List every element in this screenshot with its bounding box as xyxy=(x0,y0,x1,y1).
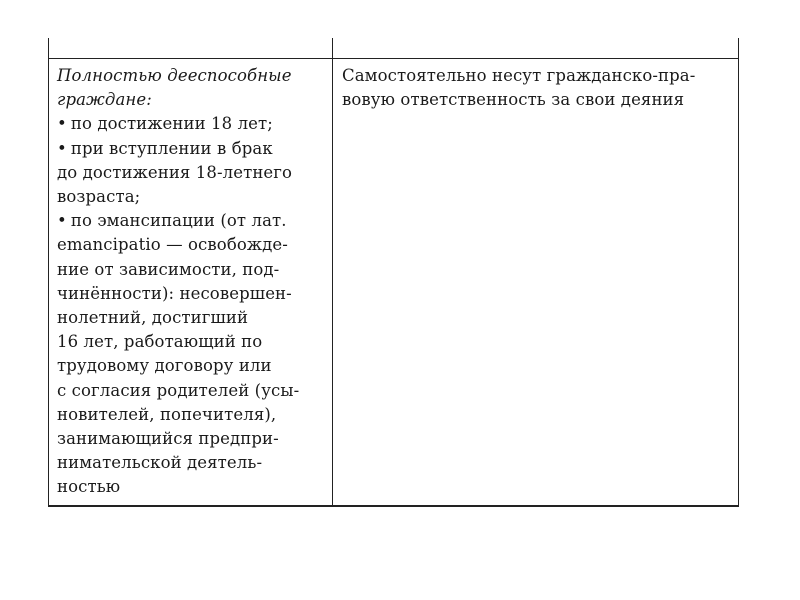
list-item xyxy=(57,137,326,161)
list-item-text: трудовому договору или xyxy=(57,356,272,376)
list-item-text: ностью xyxy=(57,477,121,497)
list-item xyxy=(57,209,326,233)
list-item-text: ние от зависимости, под- xyxy=(57,259,280,279)
list-item-text: возраста; xyxy=(57,187,141,207)
list-item-continuation xyxy=(57,475,326,499)
list-item-continuation xyxy=(57,161,326,185)
comparison-table xyxy=(48,38,739,507)
list-item-text: по достижении 18 лет; xyxy=(70,114,273,134)
list-item-continuation xyxy=(57,306,326,330)
list-item-text: при вступлении в брак xyxy=(70,138,273,158)
list-item-continuation xyxy=(57,258,326,282)
bullet-icon: • xyxy=(57,138,67,158)
list-item-text: до достижения 18-летнего xyxy=(57,162,293,182)
list-item-continuation xyxy=(57,330,326,354)
list-item-text: с согласия родителей (усы- xyxy=(57,380,300,400)
list-item-continuation xyxy=(57,282,326,306)
list-item-text: нолетний, достигший xyxy=(57,308,249,328)
list-item-text: чинённости): несовершен- xyxy=(57,283,292,303)
table-row-top-fragment xyxy=(49,38,739,59)
left-cell xyxy=(49,59,333,507)
cell-heading xyxy=(57,64,326,112)
list-item-continuation xyxy=(57,451,326,475)
list-item-text: 16 лет, работающий по xyxy=(57,332,263,352)
list-item-continuation xyxy=(57,233,326,257)
heading-line: Полностью дееспособные xyxy=(57,66,292,85)
list-item-text: по эмансипации (от лат. xyxy=(70,211,287,231)
table-cell-fragment-right xyxy=(333,38,739,59)
right-cell xyxy=(333,59,739,507)
list-item-text: emancipatio — освобожде- xyxy=(57,235,288,255)
list-item-text: нимательской деятель- xyxy=(57,453,263,473)
right-cell-text xyxy=(333,59,738,112)
left-cell-text xyxy=(49,59,332,500)
list-item-continuation xyxy=(57,185,326,209)
right-cell-line: Самостоятельно несут гражданско-пра- xyxy=(342,66,696,85)
list-item-continuation xyxy=(57,354,326,378)
table-cell-fragment-left xyxy=(49,38,333,59)
bullet-icon: • xyxy=(57,211,67,231)
list-item-continuation xyxy=(57,403,326,427)
bullet-icon: • xyxy=(57,114,67,134)
list-item-text: занимающийся предпри- xyxy=(57,429,279,449)
list-item-text: новителей, попечителя), xyxy=(57,404,277,424)
list-item-continuation xyxy=(57,379,326,403)
list-item xyxy=(57,112,326,136)
table-row xyxy=(49,59,739,507)
heading-line: граждане: xyxy=(57,90,152,110)
bullet-list xyxy=(57,112,326,499)
right-cell-line: вовую ответственность за свои деяния xyxy=(342,90,685,110)
list-item-continuation xyxy=(57,427,326,451)
